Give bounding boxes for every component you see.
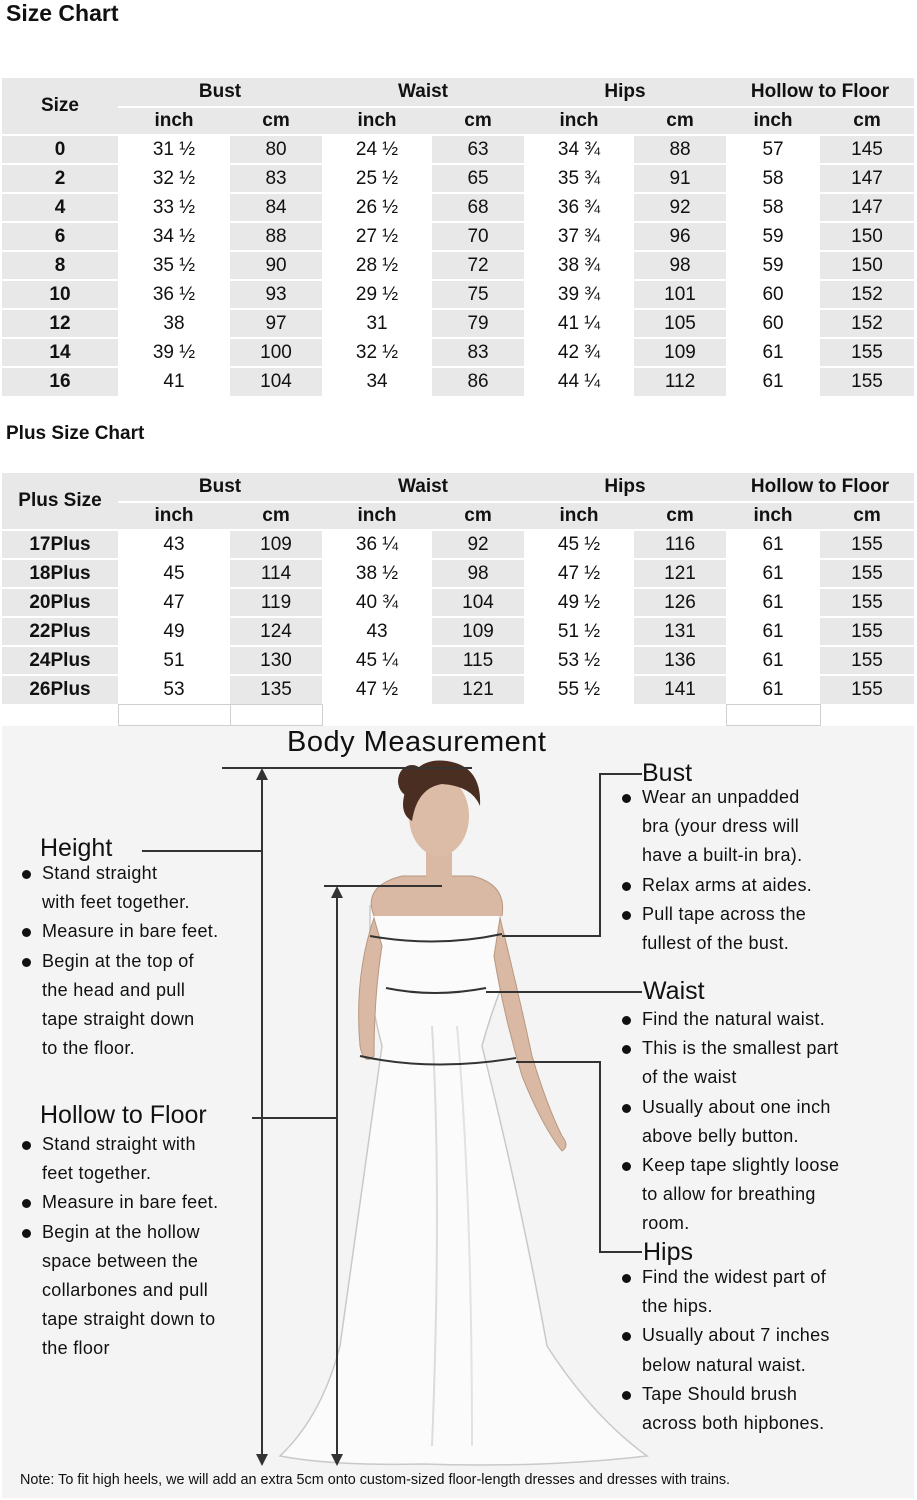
blank-cell <box>118 704 230 725</box>
instruction-line: Tape Should brush <box>642 1383 798 1404</box>
value-cell: 32 ½ <box>322 338 432 367</box>
instruction-line: bra (your dress will <box>642 816 800 837</box>
value-cell: 32 ½ <box>118 164 230 193</box>
unit-header: cm <box>634 502 726 530</box>
instruction-line: of the waist <box>642 1067 737 1088</box>
unit-header: cm <box>634 107 726 135</box>
value-cell: 109 <box>634 338 726 367</box>
instruction-item <box>622 1380 912 1438</box>
value-cell: 61 <box>726 367 820 396</box>
gown-shape <box>280 901 647 1465</box>
bullet-icon <box>622 911 631 920</box>
bullet-icon <box>22 958 31 967</box>
table-row <box>2 338 914 367</box>
value-cell: 49 <box>118 617 230 646</box>
body-measurement-panel <box>2 726 914 1498</box>
value-cell: 33 ½ <box>118 193 230 222</box>
size-cell: 6 <box>2 222 118 251</box>
size-cell: 0 <box>2 135 118 164</box>
value-cell: 47 ½ <box>322 675 432 704</box>
blank-cell <box>726 704 820 725</box>
bullet-icon <box>622 882 631 891</box>
value-cell: 40 ¾ <box>322 588 432 617</box>
instruction-line: the hips. <box>642 1296 713 1317</box>
instruction-item <box>622 1034 912 1092</box>
height-instructions <box>22 859 262 1063</box>
value-cell: 63 <box>432 135 524 164</box>
instruction-line: have a built-in bra). <box>642 845 803 866</box>
bust-group-header: Bust <box>118 473 322 502</box>
value-cell: 43 <box>322 617 432 646</box>
value-cell: 114 <box>230 559 322 588</box>
value-cell: 24 ½ <box>322 135 432 164</box>
value-cell: 152 <box>820 280 914 309</box>
instruction-item <box>22 859 262 917</box>
size-cell: 18Plus <box>2 559 118 588</box>
instruction-line: feet together. <box>42 1163 152 1184</box>
bullet-icon <box>622 1104 631 1113</box>
value-cell: 51 <box>118 646 230 675</box>
bullet-icon <box>22 1229 31 1238</box>
value-cell: 105 <box>634 309 726 338</box>
value-cell: 53 ½ <box>524 646 634 675</box>
unit-header: inch <box>726 502 820 530</box>
value-cell: 44 ¼ <box>524 367 634 396</box>
value-cell: 59 <box>726 222 820 251</box>
table-row <box>2 530 914 559</box>
instruction-line: collarbones and pull <box>42 1280 209 1301</box>
unit-header: inch <box>524 502 634 530</box>
value-cell: 38 ½ <box>322 559 432 588</box>
instruction-item <box>22 917 262 946</box>
value-cell: 84 <box>230 193 322 222</box>
value-cell: 34 <box>322 367 432 396</box>
value-cell: 92 <box>634 193 726 222</box>
instruction-line: Pull tape across the <box>642 903 807 924</box>
hollow-to-floor-title: Hollow to Floor <box>40 1101 207 1129</box>
bust-group-header: Bust <box>118 78 322 107</box>
instruction-item <box>22 1188 272 1217</box>
value-cell: 88 <box>230 222 322 251</box>
size-cell: 12 <box>2 309 118 338</box>
instruction-line: Wear an unpadded <box>642 787 800 807</box>
body-measurement-title: Body Measurement <box>287 726 547 758</box>
value-cell: 51 ½ <box>524 617 634 646</box>
value-cell: 109 <box>230 530 322 559</box>
value-cell: 34 ½ <box>118 222 230 251</box>
table-row <box>2 164 914 193</box>
instruction-line: space between the <box>42 1250 199 1271</box>
bullet-icon <box>622 1045 631 1054</box>
value-cell: 119 <box>230 588 322 617</box>
value-cell: 47 ½ <box>524 559 634 588</box>
instruction-line: the head and pull <box>42 979 186 1000</box>
blank-cell <box>524 704 634 725</box>
value-cell: 61 <box>726 338 820 367</box>
value-cell: 150 <box>820 222 914 251</box>
value-cell: 75 <box>432 280 524 309</box>
value-cell: 121 <box>432 675 524 704</box>
value-cell: 36 ¼ <box>322 530 432 559</box>
blank-cell <box>820 704 914 725</box>
unit-header: inch <box>322 502 432 530</box>
value-cell: 39 ½ <box>118 338 230 367</box>
value-cell: 41 ¼ <box>524 309 634 338</box>
instruction-line: Stand straight with <box>42 1134 196 1154</box>
height-title: Height <box>40 834 113 862</box>
table-row <box>2 646 914 675</box>
waist-group-header: Waist <box>322 473 524 502</box>
value-cell: 155 <box>820 617 914 646</box>
bullet-icon <box>622 1162 631 1171</box>
value-cell: 104 <box>230 367 322 396</box>
instruction-item <box>622 1151 912 1239</box>
waist-group-header: Waist <box>322 78 524 107</box>
value-cell: 31 <box>322 309 432 338</box>
value-cell: 28 ½ <box>322 251 432 280</box>
instruction-item <box>622 783 912 871</box>
instruction-line: Find the widest part of <box>642 1267 826 1287</box>
value-cell: 83 <box>230 164 322 193</box>
size-cell: 16 <box>2 367 118 396</box>
value-cell: 25 ½ <box>322 164 432 193</box>
value-cell: 55 ½ <box>524 675 634 704</box>
size-cell: 26Plus <box>2 675 118 704</box>
waist-title: Waist <box>643 977 705 1005</box>
hips-instructions <box>622 1263 912 1438</box>
value-cell: 61 <box>726 588 820 617</box>
hair-bun <box>398 765 426 797</box>
value-cell: 147 <box>820 193 914 222</box>
value-cell: 155 <box>820 530 914 559</box>
size-chart-body <box>2 135 914 396</box>
footnote: Note: To fit high heels, we will add an extra 5cm onto custom-sized floor-length dresses and dresses with trains. <box>20 1472 731 1488</box>
value-cell: 98 <box>432 559 524 588</box>
value-cell: 136 <box>634 646 726 675</box>
size-chart-table <box>2 78 914 396</box>
shoulders <box>371 876 502 916</box>
hollow-to-floor-instructions <box>22 1130 272 1364</box>
size-chart-heading: Size Chart <box>6 0 119 26</box>
table-row <box>2 588 914 617</box>
table-row <box>2 617 914 646</box>
height-arrow-down <box>256 1454 268 1466</box>
value-cell: 96 <box>634 222 726 251</box>
plus-size-chart-heading: Plus Size Chart <box>6 423 145 444</box>
blank-cell <box>2 704 118 725</box>
value-cell: 112 <box>634 367 726 396</box>
instruction-line: across both hipbones. <box>642 1413 825 1434</box>
table-row <box>2 559 914 588</box>
value-cell: 116 <box>634 530 726 559</box>
value-cell: 37 ¾ <box>524 222 634 251</box>
plus-size-column-header: Plus Size <box>2 473 118 530</box>
value-cell: 45 ¼ <box>322 646 432 675</box>
value-cell: 126 <box>634 588 726 617</box>
unit-header: cm <box>230 107 322 135</box>
value-cell: 80 <box>230 135 322 164</box>
value-cell: 38 <box>118 309 230 338</box>
size-cell: 24Plus <box>2 646 118 675</box>
bust-instructions <box>622 783 912 958</box>
value-cell: 100 <box>230 338 322 367</box>
bullet-icon <box>22 1199 31 1208</box>
value-cell: 58 <box>726 164 820 193</box>
instruction-line: Begin at the top of <box>42 950 194 971</box>
value-cell: 61 <box>726 675 820 704</box>
value-cell: 88 <box>634 135 726 164</box>
value-cell: 58 <box>726 193 820 222</box>
value-cell: 53 <box>118 675 230 704</box>
value-cell: 72 <box>432 251 524 280</box>
value-cell: 61 <box>726 530 820 559</box>
value-cell: 70 <box>432 222 524 251</box>
blank-row <box>2 704 914 725</box>
waist-instructions <box>622 1005 912 1239</box>
value-cell: 29 ½ <box>322 280 432 309</box>
instruction-item <box>22 1218 272 1364</box>
table-row <box>2 251 914 280</box>
value-cell: 59 <box>726 251 820 280</box>
value-cell: 91 <box>634 164 726 193</box>
value-cell: 152 <box>820 309 914 338</box>
value-cell: 35 ¾ <box>524 164 634 193</box>
unit-header: cm <box>820 502 914 530</box>
bullet-icon <box>22 1141 31 1150</box>
size-cell: 20Plus <box>2 588 118 617</box>
hollow-group-header: Hollow to Floor <box>726 473 914 502</box>
value-cell: 45 <box>118 559 230 588</box>
instruction-line: fullest of the bust. <box>642 933 790 954</box>
hips-title: Hips <box>643 1238 694 1266</box>
value-cell: 43 <box>118 530 230 559</box>
bullet-icon <box>622 1391 631 1400</box>
unit-header: cm <box>432 107 524 135</box>
instruction-line: with feet together. <box>42 892 190 913</box>
value-cell: 115 <box>432 646 524 675</box>
value-cell: 39 ¾ <box>524 280 634 309</box>
value-cell: 155 <box>820 559 914 588</box>
value-cell: 90 <box>230 251 322 280</box>
table-row <box>2 367 914 396</box>
value-cell: 47 <box>118 588 230 617</box>
value-cell: 61 <box>726 646 820 675</box>
table-row <box>2 222 914 251</box>
instruction-line: the floor <box>42 1338 110 1359</box>
hollow-group-header: Hollow to Floor <box>726 78 914 107</box>
instruction-line: Find the natural waist. <box>642 1009 825 1029</box>
value-cell: 135 <box>230 675 322 704</box>
instruction-line: tape straight down <box>42 1009 195 1030</box>
value-cell: 61 <box>726 559 820 588</box>
blank-cell <box>634 704 726 725</box>
instruction-line: Usually about one inch <box>642 1096 831 1117</box>
instruction-item <box>622 1321 912 1379</box>
unit-header: cm <box>230 502 322 530</box>
instruction-line: below natural waist. <box>642 1354 807 1375</box>
value-cell: 155 <box>820 675 914 704</box>
value-cell: 145 <box>820 135 914 164</box>
size-cell: 14 <box>2 338 118 367</box>
instruction-line: Measure in bare feet. <box>42 921 219 942</box>
instruction-line: This is the smallest part <box>642 1038 839 1059</box>
bullet-icon <box>22 870 31 879</box>
instruction-item <box>622 871 912 900</box>
table-row <box>2 675 914 704</box>
value-cell: 79 <box>432 309 524 338</box>
height-arrow-up <box>256 768 268 780</box>
value-cell: 35 ½ <box>118 251 230 280</box>
unit-header: inch <box>118 502 230 530</box>
value-cell: 101 <box>634 280 726 309</box>
value-cell: 38 ¾ <box>524 251 634 280</box>
value-cell: 41 <box>118 367 230 396</box>
unit-header: inch <box>118 107 230 135</box>
size-cell: 10 <box>2 280 118 309</box>
instruction-line: tape straight down to <box>42 1309 216 1330</box>
value-cell: 26 ½ <box>322 193 432 222</box>
table-row <box>2 309 914 338</box>
bust-title: Bust <box>642 759 693 787</box>
size-cell: 2 <box>2 164 118 193</box>
value-cell: 34 ¾ <box>524 135 634 164</box>
instruction-line: Keep tape slightly loose <box>642 1155 840 1176</box>
value-cell: 93 <box>230 280 322 309</box>
instruction-line: to the floor. <box>42 1038 135 1059</box>
value-cell: 27 ½ <box>322 222 432 251</box>
instruction-line: Relax arms at aides. <box>642 874 813 895</box>
right-arm <box>494 918 566 1151</box>
value-cell: 36 ¾ <box>524 193 634 222</box>
table-row <box>2 280 914 309</box>
instruction-line: Begin at the hollow <box>42 1221 200 1242</box>
instruction-line: to allow for breathing <box>642 1184 816 1205</box>
value-cell: 150 <box>820 251 914 280</box>
value-cell: 61 <box>726 617 820 646</box>
value-cell: 49 ½ <box>524 588 634 617</box>
value-cell: 36 ½ <box>118 280 230 309</box>
instruction-item <box>22 1130 272 1188</box>
value-cell: 121 <box>634 559 726 588</box>
size-cell: 4 <box>2 193 118 222</box>
value-cell: 31 ½ <box>118 135 230 164</box>
size-cell: 17Plus <box>2 530 118 559</box>
unit-header: inch <box>726 107 820 135</box>
value-cell: 60 <box>726 280 820 309</box>
instruction-line: above belly button. <box>642 1125 799 1146</box>
value-cell: 83 <box>432 338 524 367</box>
value-cell: 92 <box>432 530 524 559</box>
bullet-icon <box>622 1274 631 1283</box>
unit-header: inch <box>524 107 634 135</box>
bullet-icon <box>622 1016 631 1025</box>
bullet-icon <box>622 1332 631 1341</box>
value-cell: 104 <box>432 588 524 617</box>
instruction-line: Stand straight <box>42 863 158 883</box>
instruction-item <box>622 1093 912 1151</box>
hips-group-header: Hips <box>524 78 726 107</box>
bullet-icon <box>22 928 31 937</box>
unit-header: inch <box>322 107 432 135</box>
size-cell: 22Plus <box>2 617 118 646</box>
value-cell: 60 <box>726 309 820 338</box>
value-cell: 155 <box>820 646 914 675</box>
blank-cell <box>322 704 432 725</box>
size-column-header: Size <box>2 78 118 135</box>
instruction-item <box>622 1005 912 1034</box>
value-cell: 130 <box>230 646 322 675</box>
size-cell: 8 <box>2 251 118 280</box>
instruction-item <box>622 1263 912 1321</box>
unit-header: cm <box>432 502 524 530</box>
plus-size-chart-table <box>2 473 914 726</box>
value-cell: 124 <box>230 617 322 646</box>
value-cell: 131 <box>634 617 726 646</box>
plus-size-chart-body <box>2 530 914 725</box>
value-cell: 109 <box>432 617 524 646</box>
instruction-line: Measure in bare feet. <box>42 1192 219 1213</box>
hollow-arrow-up <box>331 886 343 898</box>
value-cell: 57 <box>726 135 820 164</box>
value-cell: 155 <box>820 367 914 396</box>
value-cell: 98 <box>634 251 726 280</box>
value-cell: 155 <box>820 588 914 617</box>
value-cell: 42 ¾ <box>524 338 634 367</box>
bullet-icon <box>622 794 631 803</box>
instruction-line: Usually about 7 inches <box>642 1325 830 1346</box>
value-cell: 86 <box>432 367 524 396</box>
value-cell: 97 <box>230 309 322 338</box>
value-cell: 141 <box>634 675 726 704</box>
value-cell: 155 <box>820 338 914 367</box>
unit-header: cm <box>820 107 914 135</box>
value-cell: 147 <box>820 164 914 193</box>
value-cell: 65 <box>432 164 524 193</box>
table-row <box>2 135 914 164</box>
instruction-item <box>622 900 912 958</box>
instruction-item <box>22 947 262 1064</box>
bust-connector <box>502 774 642 936</box>
value-cell: 45 ½ <box>524 530 634 559</box>
hips-group-header: Hips <box>524 473 726 502</box>
table-row <box>2 193 914 222</box>
instruction-line: room. <box>642 1213 690 1234</box>
value-cell: 68 <box>432 193 524 222</box>
blank-cell <box>432 704 524 725</box>
blank-cell <box>230 704 322 725</box>
